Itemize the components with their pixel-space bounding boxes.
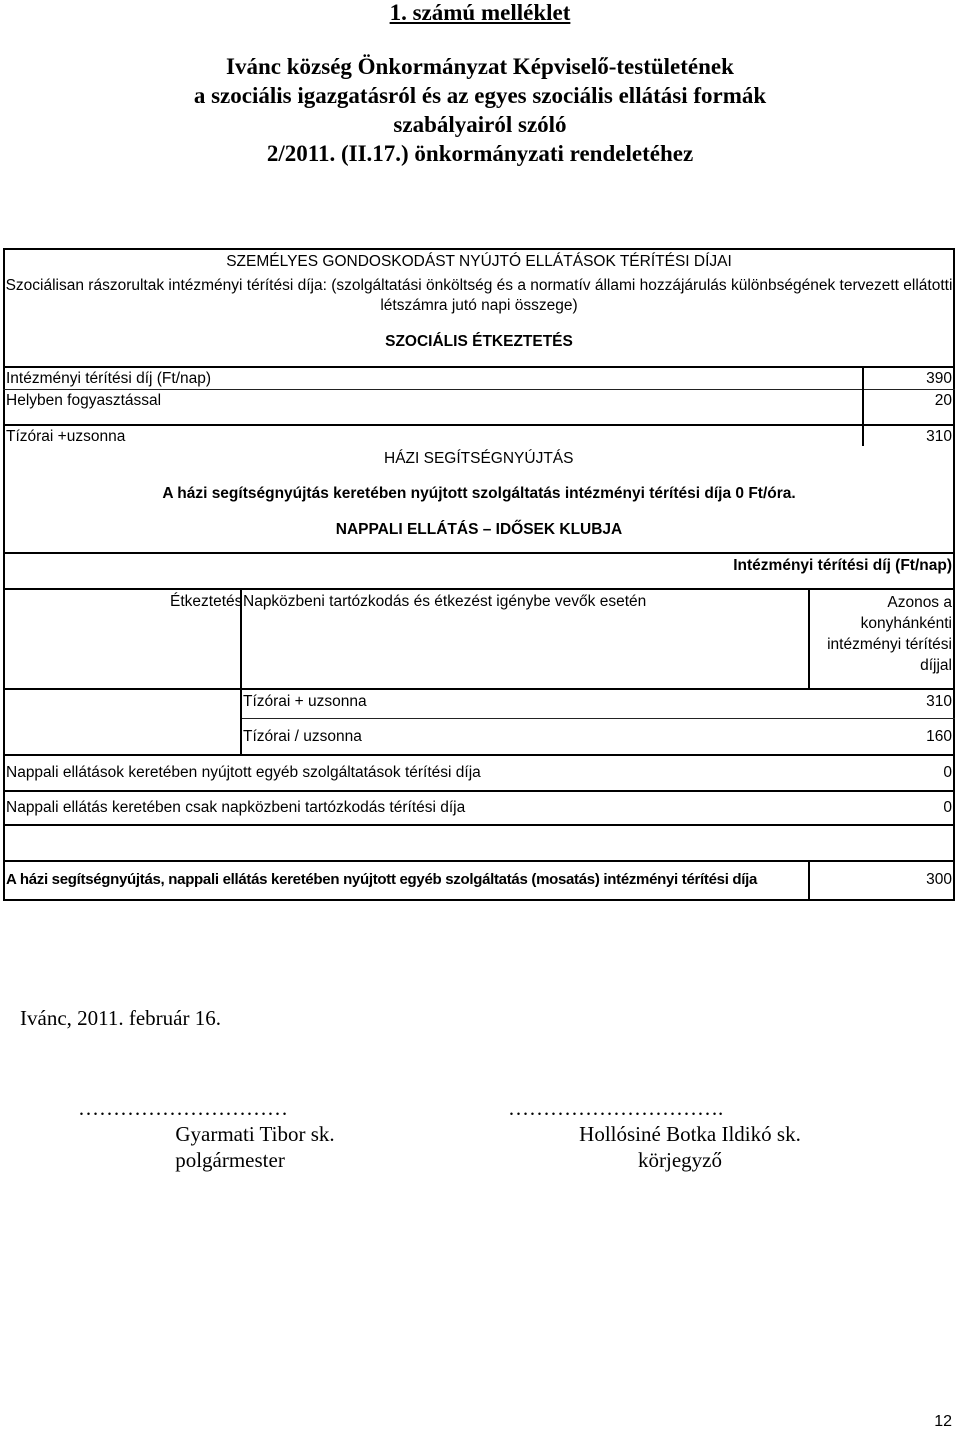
other-services-value: 0	[943, 764, 952, 781]
section-heading-meals: SZOCIÁLIS ÉTKEZTETÉS	[385, 333, 573, 350]
signer-title: polgármester	[175, 1148, 285, 1172]
laundry-label: A házi segítségnyújtás, nappali ellátás keretében nyújtott egyéb szolgáltatás (mosatás) intézményi térítési díja	[6, 871, 758, 888]
column-divider	[808, 860, 810, 901]
row-divider	[3, 824, 955, 826]
title-line: szabályairól szóló	[393, 112, 567, 137]
place-date: Ivánc, 2011. február 16.	[20, 1006, 221, 1030]
row-divider	[3, 790, 955, 792]
row-divider	[240, 718, 955, 719]
meals-fee-label: Intézményi térítési díj (Ft/nap)	[6, 370, 212, 387]
row-divider	[3, 389, 955, 390]
row-divider	[3, 688, 955, 690]
signer-name: Hollósiné Botka Ildikó sk.	[579, 1122, 801, 1146]
column-divider	[808, 588, 810, 688]
signature-dots: ………………………….	[508, 1096, 724, 1120]
column-divider	[862, 366, 864, 424]
meals-snack-value: 310	[926, 428, 952, 445]
meals-onsite-value: 20	[934, 392, 952, 409]
day-care-snack-both-label: Tízórai + uzsonna	[243, 693, 367, 710]
row-divider	[3, 754, 955, 756]
document-title	[0, 52, 960, 168]
day-stay-label: Napközbeni tartózkodás és étkezést igénybe vevők esetén	[243, 593, 647, 610]
day-stay-value-line: Azonos a	[887, 594, 952, 611]
row-divider	[3, 424, 955, 426]
title-line: 2/2011. (II.17.) önkormányzati rendeletéhez	[266, 141, 694, 166]
meals-onsite-label: Helyben fogyasztással	[6, 392, 162, 409]
home-help-note: A házi segítségnyújtás keretében nyújtott szolgáltatás intézményi térítési díja 0 Ft/óra.	[162, 485, 796, 502]
day-stay-value-line: konyhánkénti	[860, 615, 952, 632]
laundry-value: 300	[926, 871, 952, 888]
signer-title: körjegyző	[638, 1148, 722, 1172]
intro-line: létszámra jutó napi összege)	[380, 297, 578, 314]
title-line: a szociális igazgatásról és az egyes szociális ellátási formák	[193, 83, 767, 108]
row-divider	[3, 860, 955, 862]
other-services-label: Nappali ellátások keretében nyújtott egyéb szolgáltatások térítési díja	[6, 764, 481, 781]
column-divider	[862, 424, 864, 446]
row-divider	[3, 588, 955, 590]
meals-fee-value: 390	[926, 370, 952, 387]
day-care-snack-both-value: 310	[926, 693, 952, 710]
section-heading-home-help: HÁZI SEGÍTSÉGNYÚJTÁS	[384, 450, 574, 467]
row-divider	[3, 366, 955, 368]
day-stay-only-value: 0	[943, 799, 952, 816]
day-stay-value-line: intézményi térítési	[827, 636, 952, 653]
signer-name: Gyarmati Tibor sk.	[175, 1122, 335, 1146]
day-stay-value	[812, 592, 952, 676]
intro-line: Szociálisan rászorultak intézményi térítési díja: (szolgáltatási önköltség és a normatív állami hozzájárulás különbségének tervezett ellátotti	[5, 277, 953, 294]
day-care-category: Étkeztetés	[170, 593, 243, 610]
annex-title: 1. számú melléklet	[389, 0, 571, 25]
day-stay-value-line: díjjal	[920, 657, 952, 674]
main-heading: SZEMÉLYES GONDOSKODÁST NYÚJTÓ ELLÁTÁSOK TÉRÍTÉSI DÍJAI	[226, 253, 732, 270]
row-divider	[3, 552, 955, 554]
day-care-fee-header: Intézményi térítési díj (Ft/nap)	[733, 557, 952, 574]
day-care-snack-one-value: 160	[926, 728, 952, 745]
signature-dots: …………………………	[78, 1096, 288, 1120]
title-line: Ivánc község Önkormányzat Képviselő-testületének	[226, 54, 734, 79]
column-divider	[240, 588, 242, 754]
page-number: 12	[934, 1413, 952, 1430]
meals-snack-label: Tízórai +uzsonna	[6, 428, 126, 445]
day-care-snack-one-label: Tízórai / uzsonna	[243, 728, 362, 745]
day-stay-only-label: Nappali ellátás keretében csak napközbeni tartózkodás térítési díja	[6, 799, 466, 816]
section-heading-day-care: NAPPALI ELLÁTÁS – IDŐSEK KLUBJA	[335, 521, 623, 538]
